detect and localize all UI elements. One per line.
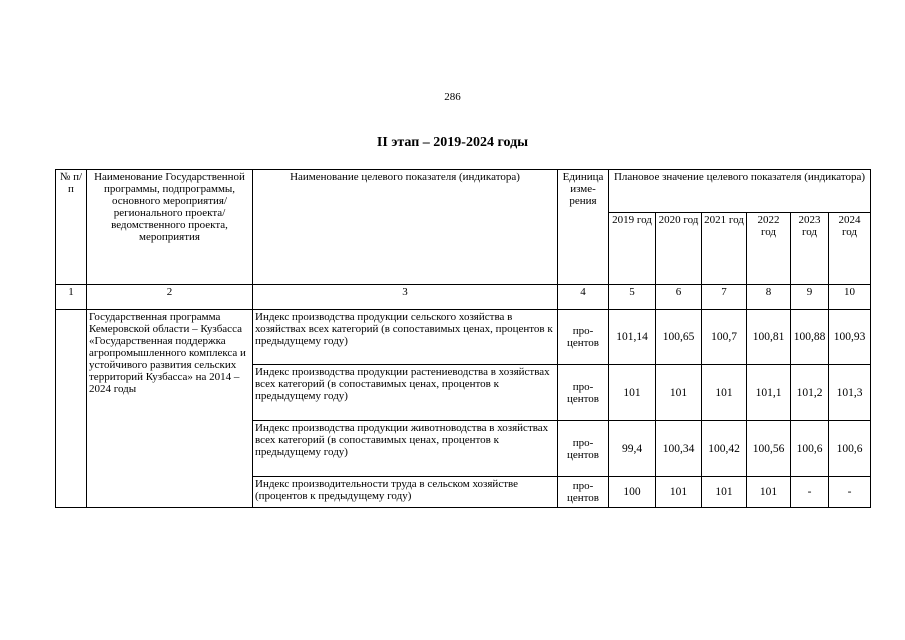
column-number: 8 xyxy=(747,285,791,310)
value-cell: 100,6 xyxy=(829,421,871,477)
header-year: 2024 год xyxy=(829,213,871,285)
value-cell: 101,3 xyxy=(829,365,871,421)
value-cell: 100,88 xyxy=(791,310,829,365)
table-row xyxy=(56,310,871,365)
value-cell: 100,65 xyxy=(656,310,702,365)
program-name: Государственная программа Кемеровской области – Кузбасса «Государственная поддержка агропромышленного комплекса и устойчивого развития сельских территорий Кузбасса» на 2014 – 2024 годы xyxy=(87,310,253,508)
indicator-name: Индекс производства продукции сельского хозяйства в хозяйствах всех категорий (в сопоставимых ценах, процентов к предыдущему году) xyxy=(253,310,558,365)
header-year: 2023 год xyxy=(791,213,829,285)
column-number: 4 xyxy=(558,285,609,310)
header-year: 2020 год xyxy=(656,213,702,285)
program-num xyxy=(56,310,87,508)
header-row xyxy=(56,170,871,213)
value-cell: 100,56 xyxy=(747,421,791,477)
value-cell: 101 xyxy=(747,477,791,508)
header-year: 2022 год xyxy=(747,213,791,285)
value-cell: - xyxy=(829,477,871,508)
column-number: 1 xyxy=(56,285,87,310)
indicator-table xyxy=(55,169,871,508)
unit-cell: про-центов xyxy=(558,421,609,477)
header-plan-value: Плановое значение целевого показателя (индикатора) xyxy=(609,170,871,213)
value-cell: 101 xyxy=(702,365,747,421)
value-cell: 101 xyxy=(702,477,747,508)
stage-title: II этап – 2019-2024 годы xyxy=(376,135,529,150)
value-cell: 101,14 xyxy=(609,310,656,365)
page-number: 286 xyxy=(444,91,461,103)
column-number: 3 xyxy=(253,285,558,310)
value-cell: 101,2 xyxy=(791,365,829,421)
value-cell: 100,93 xyxy=(829,310,871,365)
value-cell: 100,42 xyxy=(702,421,747,477)
value-cell: 100,81 xyxy=(747,310,791,365)
column-number: 5 xyxy=(609,285,656,310)
value-cell: 101,1 xyxy=(747,365,791,421)
column-number: 10 xyxy=(829,285,871,310)
column-number: 9 xyxy=(791,285,829,310)
value-cell: 101 xyxy=(609,365,656,421)
indicator-name: Индекс производства продукции растениеводства в хозяйствах всех категорий (в сопоставимых ценах, процентов к предыдущему году) xyxy=(253,365,558,421)
value-cell: 100,34 xyxy=(656,421,702,477)
value-cell: 101 xyxy=(656,365,702,421)
indicator-name: Индекс производительности труда в сельском хозяйстве (процентов к предыдущему году) xyxy=(253,477,558,508)
indicator-name: Индекс производства продукции животноводства в хозяйствах всех категорий (в сопоставимых ценах, процентов к предыдущему году) xyxy=(253,421,558,477)
column-number: 6 xyxy=(656,285,702,310)
unit-cell: про-центов xyxy=(558,477,609,508)
column-numbers-row xyxy=(56,285,871,310)
value-cell: 100,7 xyxy=(702,310,747,365)
column-number: 2 xyxy=(87,285,253,310)
unit-cell: про-центов xyxy=(558,310,609,365)
header-year: 2021 год xyxy=(702,213,747,285)
header-unit: Единица изме-рения xyxy=(558,170,609,285)
header-num: № п/п xyxy=(56,170,87,285)
unit-cell: про-центов xyxy=(558,365,609,421)
value-cell: 100,6 xyxy=(791,421,829,477)
header-program-name: Наименование Государственной программы, подпрограммы, основного мероприятия/регионального проекта/ведомственного проекта, мероприятия xyxy=(87,170,253,285)
value-cell: - xyxy=(791,477,829,508)
header-indicator-name: Наименование целевого показателя (индикатора) xyxy=(253,170,558,285)
value-cell: 100 xyxy=(609,477,656,508)
header-year: 2019 год xyxy=(609,213,656,285)
value-cell: 101 xyxy=(656,477,702,508)
value-cell: 99,4 xyxy=(609,421,656,477)
column-number: 7 xyxy=(702,285,747,310)
